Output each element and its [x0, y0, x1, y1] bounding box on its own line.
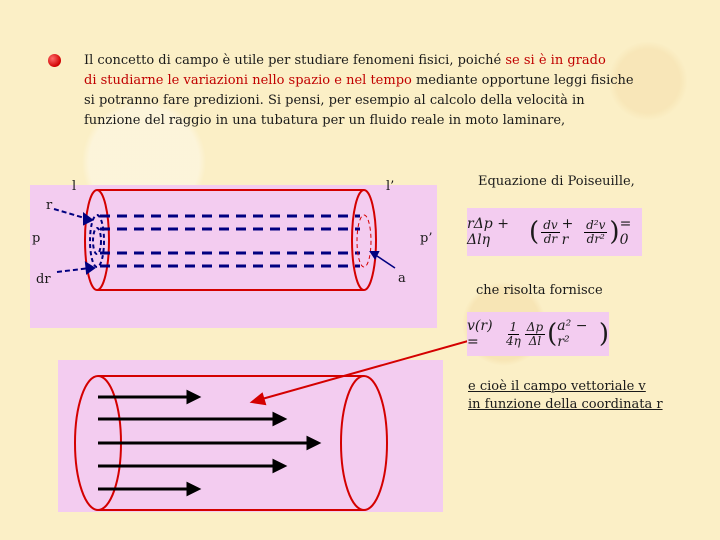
eq-term: = 0 — [619, 216, 632, 248]
eq-den: dr — [543, 231, 558, 246]
poiseuille-equation — [467, 208, 642, 256]
inner-rings — [90, 215, 371, 267]
intro-highlight: se si è in grado — [505, 53, 606, 68]
label-arrows — [54, 209, 395, 273]
label-l: l — [72, 179, 77, 194]
label-a: a — [398, 271, 406, 286]
inner-shell — [100, 216, 360, 266]
result-caption: che risolta fornisce — [476, 283, 603, 298]
eq-term: a² − r² — [557, 318, 588, 350]
velocity-equation — [467, 312, 609, 356]
label-p: p — [32, 231, 41, 246]
label-dr: dr — [36, 272, 51, 287]
eq-fraction — [584, 219, 607, 246]
right-paren: ) — [598, 319, 609, 349]
label-r: r — [46, 198, 53, 213]
intro-text: funzione del raggio in una tubatura per un fluido reale in moto laminare, — [84, 113, 566, 128]
left-paren: ( — [547, 319, 558, 349]
final-caption — [468, 378, 663, 414]
eq-term: rΔp + Δlη — [467, 216, 509, 248]
eq-fraction — [525, 321, 545, 348]
eq-num: Δp — [526, 319, 544, 334]
eq-den: dr² — [586, 231, 605, 246]
right-paren: ) — [609, 217, 620, 247]
eq-num: 1 — [509, 319, 518, 334]
intro-text: mediante opportune leggi fisiche — [411, 73, 634, 88]
final-caption-line: e cioè il campo vettoriale v — [468, 379, 646, 394]
tube-left-end — [85, 190, 109, 290]
tube-right-end — [352, 190, 376, 290]
eq-fraction — [506, 321, 521, 348]
eq-den: 4η — [505, 333, 521, 348]
label-l-prime: l’ — [386, 179, 395, 194]
eq-term: v(r) = — [467, 318, 493, 350]
eq-fraction — [541, 219, 559, 246]
left-paren: ( — [529, 217, 540, 247]
intro-text: si potranno fare predizioni. Si pensi, per esempio al calcolo della velocità in — [84, 93, 585, 108]
eq-num: d²v — [586, 217, 606, 232]
eq-den: Δl — [528, 333, 542, 348]
eq-term: + r — [561, 216, 574, 248]
intro-highlight: di studiarne le variazioni nello spazio e nel tempo — [84, 73, 412, 88]
intro-text: Il concetto di campo è utile per studiare fenomeni fisici, poiché — [84, 53, 506, 68]
tube-body — [85, 190, 376, 290]
final-caption-line: in funzione della coordinata r — [468, 397, 663, 412]
eq-num: dv — [543, 217, 558, 232]
equation-title: Equazione di Poiseuille, — [478, 174, 635, 189]
label-p-prime: p’ — [420, 231, 433, 246]
